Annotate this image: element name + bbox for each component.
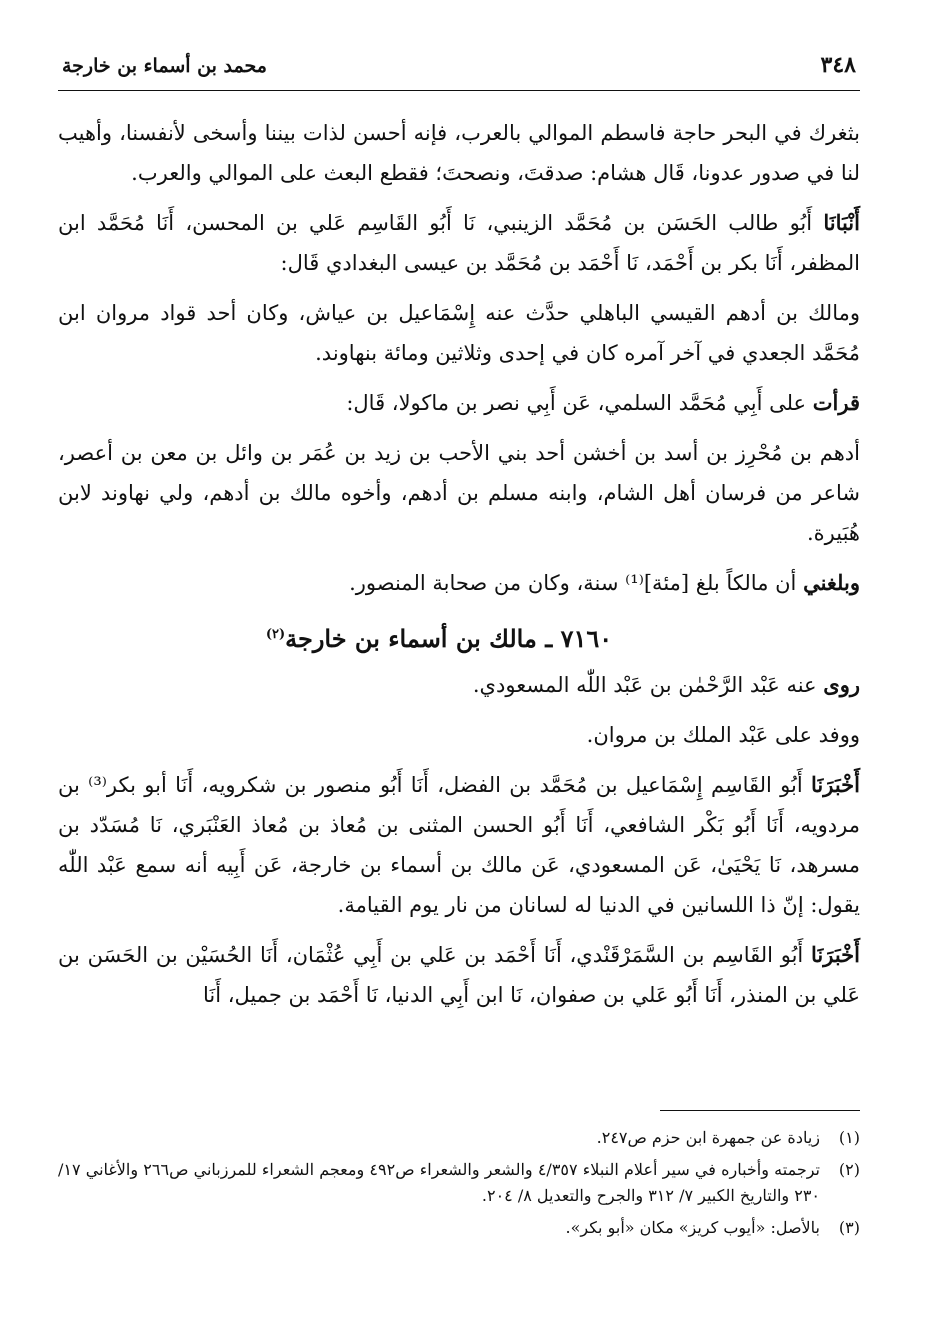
footnote-number: (٢) — [838, 1160, 860, 1179]
running-header — [58, 52, 860, 91]
paragraph-lead: قرأت — [812, 390, 860, 415]
paragraph-text: ووفد على عَبْد الملك بن مروان. — [586, 723, 860, 747]
footnote-1 — [58, 1125, 860, 1151]
footnote-text: زيادة عن جمهرة ابن حزم ص٢٤٧. — [596, 1128, 820, 1147]
paragraph-text: عنه عَبْد الرَّحْمٰن بن عَبْد اللّٰه المسعودي. — [472, 673, 824, 697]
paragraph-text: ومالك بن أدهم القيسي الباهلي حدَّث عنه إِسْمَاعيل بن عياش، وكان أحد قواد مروان ابن مُحَمَّد الجعدي في آخر آمره كان في إحدى وثلاثين ومائة بنهاوند. — [58, 301, 860, 365]
paragraph-5 — [58, 433, 860, 553]
paragraph-lead: أَنْبَانَا — [823, 210, 860, 235]
paragraph-text: أدهم بن مُحْرِز بن أسد بن أخشن أحد بني الأحب بن زيد بن عُمَر بن وائل بن معن بن أعصر، شاعر من فرسان أهل الشام، وابنه مسلم بن أدهم، وأخوه مالك بن أدهم، ولي نهاوند لابن هُبَيرة. — [58, 441, 860, 545]
paragraph-lead: أَخْبَرَنَا — [811, 942, 860, 967]
footnote-2 — [58, 1157, 860, 1209]
footnote-divider — [660, 1110, 860, 1111]
paragraph-text: أَبُو القَاسِم بن السَّمَرْقَنْدي، أَنَا أَحْمَد بن عَلي بن أَبِي عُثْمَان، أَنَا الحُسَيْن بن الحَسَن بن عَلي بن المنذر، أَنَا أَبُو عَلي بن صفوان، نَا ابن أَبِي الدنيا، نَا أَحْمَد بن جميل، أَنَا — [58, 943, 860, 1007]
paragraph-4 — [58, 383, 860, 423]
paragraph-text: بثغرك في البحر حاجة فاسطم الموالي بالعرب، فإنه أحسن لذات بيننا وأسخى لأنفسنا، وأهيب لنا في صدور عدونا، قَال هشام: صدقتَ، ونصحتَ؛ فقطع البعث على الموالي والعرب. — [58, 121, 860, 185]
paragraph-8 — [58, 715, 860, 755]
paragraph-6 — [58, 563, 860, 603]
paragraph-3 — [58, 293, 860, 373]
running-title: محمد بن أسماء بن خارجة — [62, 55, 267, 77]
heading-dash: ـ — [545, 624, 553, 653]
paragraph-text: أن مالكاً بلغ [مئة]⁽¹⁾ سنة، وكان من صحابة المنصور. — [349, 571, 804, 595]
paragraph-10 — [58, 935, 860, 1015]
paragraph-7 — [58, 665, 860, 705]
footnote-text: ترجمته وأخباره في سير أعلام النبلاء ٤/٣٥٧ والشعر والشعراء ص٤٩٢ ومعجم الشعراء للمرزباني ص٢٦٦ والأغاني ١٧/ ٢٣٠ والتاريخ الكبير ٧/ ٣١٢ والجرح والتعديل ٨/ ٢٠٤. — [58, 1160, 821, 1205]
main-text — [58, 113, 860, 1015]
footnote-ref: (٢) — [265, 627, 286, 642]
paragraph-text: على أَبِي مُحَمَّد السلمي، عَن أَبِي نصر بن ماكولا، قَال: — [346, 391, 813, 415]
footnote-number: (١) — [838, 1128, 860, 1147]
entry-number: ٧١٦٠ — [560, 624, 613, 653]
footnote-text: بالأصل: «أيوب كريز» مكان «أبو بكر». — [565, 1218, 820, 1237]
paragraph-lead: وبلغني — [803, 570, 860, 595]
section-heading — [58, 613, 860, 661]
paragraph-text: أَبُو طالب الحَسَن بن مُحَمَّد الزينبي، نَا أَبُو القَاسِم عَلي بن المحسن، أَنَا مُحَمَّد ابن المظفر، أَنَا بكر بن أَحْمَد، نَا أَحْمَد بن مُحَمَّد بن عيسى البغدادي قَال: — [58, 211, 860, 275]
entry-title: مالك بن أسماء بن خارجة — [285, 624, 537, 653]
paragraph-lead: روى — [823, 672, 860, 697]
footnote-number: (٣) — [838, 1218, 860, 1237]
footnote-3 — [58, 1215, 860, 1241]
paragraph-9 — [58, 765, 860, 925]
paragraph-lead: أَخْبَرَنَا — [811, 772, 860, 797]
paragraph-2 — [58, 203, 860, 283]
footnotes — [58, 1125, 860, 1247]
page-number: ٣٤٨ — [820, 52, 856, 78]
paragraph-text: أَبُو القَاسِم إِسْمَاعيل بن مُحَمَّد بن الفضل، أَنَا أَبُو منصور بن شكرويه، أَنَا أبو بكر⁽³⁾ بن مردويه، أَنَا أَبُو بَكْر الشافعي، أَنَا أَبُو الحسن المثنى بن مُعاذ بن مُعاذ العَنْبَري، نَا مُسَدّد بن مسرهد، نَا يَحْيَىٰ، عَن المسعودي، عَن مالك بن أسماء بن خارجة، عَن أَبِيه أنه سمع عَبْد اللّٰه يقول: إنّ ذا اللسانين في الدنيا له لسانان من نار يوم القيامة. — [58, 773, 860, 917]
paragraph-1 — [58, 113, 860, 193]
